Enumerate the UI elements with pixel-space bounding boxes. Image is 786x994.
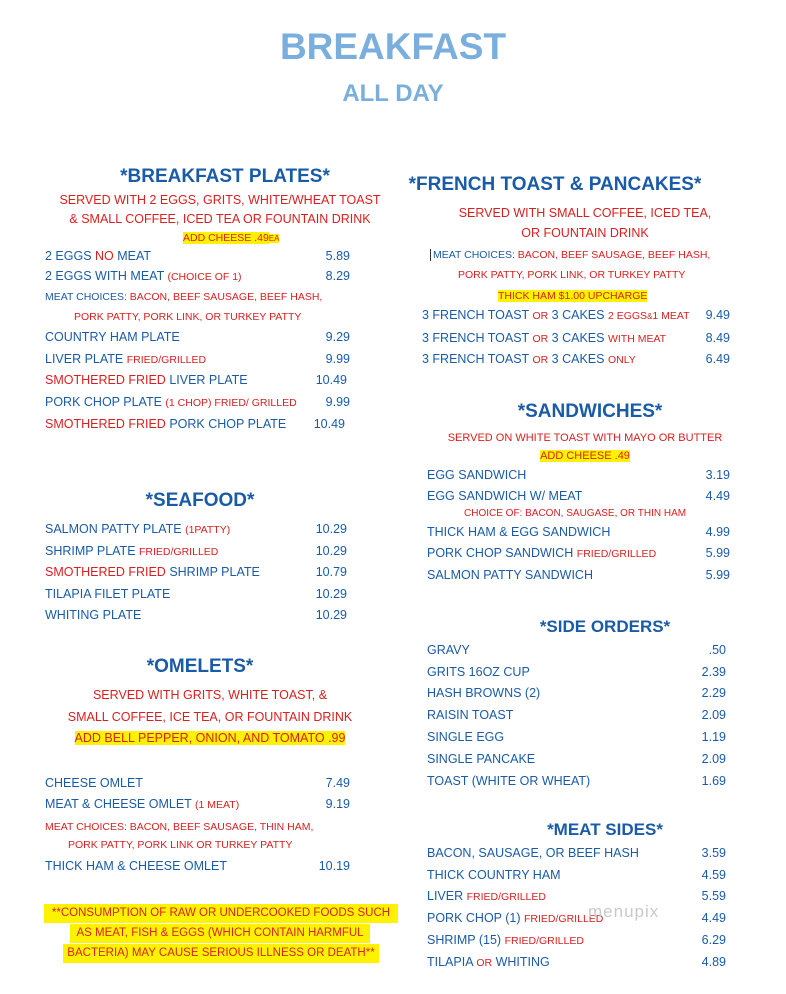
add-cheese-badge: ADD CHEESE .49: [540, 450, 630, 462]
menu-item-price: 5.99: [705, 568, 730, 582]
menu-item-name: PORK CHOP PLATE (1 CHOP) FRIED/ GRILLED: [45, 395, 297, 409]
menu-item-name: GRITS 16OZ CUP: [427, 665, 530, 679]
menu-item-price: 10.29: [315, 544, 347, 558]
menu-item-name: GRAVY: [427, 643, 470, 657]
menu-item-price: 10.29: [315, 587, 347, 601]
french-toast-note: OR FOUNTAIN DRINK: [521, 226, 649, 240]
menu-item-price: 10.49: [315, 373, 347, 387]
menu-item-name: SALMON PATTY PLATE (1PATTY): [45, 522, 231, 536]
menu-item-price: 10.19: [318, 859, 350, 873]
menu-item-name: 3 FRENCH TOAST OR 3 CAKES ONLY: [422, 352, 636, 366]
page-title: BREAKFAST: [279, 26, 507, 67]
menu-item-price: 10.49: [313, 417, 345, 431]
sandwich-meat-choices: CHOICE OF: BACON, SAUGASE, OR THIN HAM: [464, 508, 687, 519]
menu-item-price: 3.19: [705, 468, 730, 482]
sandwiches-note: SERVED ON WHITE TOAST WITH MAYO OR BUTTER: [447, 432, 723, 444]
menu-item-price: 2.29: [701, 686, 726, 700]
watermark: menupix: [588, 902, 660, 921]
menu-item-price: 9.19: [325, 797, 350, 811]
omelets-heading: *OMELETS*: [146, 656, 254, 677]
menu-item-name: COUNTRY HAM PLATE: [45, 330, 180, 344]
menu-item-name: SHRIMP (15) FRIED/GRILLED: [427, 933, 584, 947]
food-safety-warning: AS MEAT, FISH & EGGS (WHICH CONTAIN HARMFUL: [70, 924, 370, 943]
breakfast-plates-note: SERVED WITH 2 EGGS, GRITS, WHITE/WHEAT TOAST: [59, 193, 381, 207]
menu-item-name: SINGLE PANCAKE: [427, 752, 536, 766]
menu-item-price: 6.29: [701, 933, 726, 947]
menu-item-name: 2 EGGS NO MEAT: [45, 249, 152, 263]
menu-item-name: EGG SANDWICH: [427, 468, 527, 482]
menu-item-name: CHEESE OMLET: [45, 776, 143, 790]
french-toast-heading: *FRENCH TOAST & PANCAKES*: [408, 174, 702, 195]
menu-item-name: WHITING PLATE: [45, 608, 142, 622]
menu-item-name: LIVER FRIED/GRILLED: [427, 889, 546, 903]
food-safety-warning: **CONSUMPTION OF RAW OR UNDERCOOKED FOODS SUCH: [44, 904, 398, 923]
menu-item-price: 2.39: [701, 665, 726, 679]
menu-item-price: 2.09: [701, 752, 726, 766]
meat-choices-note: MEAT CHOICES: BACON, BEEF SAUSAGE, BEEF HASH,: [45, 291, 323, 303]
menu-item-price: 10.79: [315, 565, 347, 579]
menu-item-price: 5.99: [705, 546, 730, 560]
add-cheese-text: ADD CHEESE .49: [183, 232, 269, 244]
menu-item-name: SINGLE EGG: [427, 730, 505, 744]
menu-item-name: MEAT & CHEESE OMLET (1 MEAT): [45, 797, 240, 811]
menu-item-price: 7.49: [325, 776, 350, 790]
menu-item-name: SMOTHERED FRIED LIVER PLATE: [45, 373, 248, 387]
menu-item-price: 9.29: [325, 330, 350, 344]
menu-item-price: 1.69: [701, 774, 726, 788]
menu-item-price: 8.49: [705, 331, 730, 345]
menu-item-name: PORK CHOP (1) FRIED/GRILLED: [427, 911, 604, 925]
side-orders-heading: *SIDE ORDERS*: [539, 617, 671, 636]
menu-item-price: 1.19: [701, 730, 726, 744]
meat-choices-note: MEAT CHOICES: BACON, BEEF SAUSAGE, THIN HAM,: [45, 821, 314, 833]
menu-item-price: 4.59: [701, 868, 726, 882]
menu-item-name: HASH BROWNS (2): [427, 686, 541, 700]
omelets-addon: ADD BELL PEPPER, ONION, AND TOMATO .99: [74, 731, 346, 745]
menu-item-name: THICK HAM & EGG SANDWICH: [427, 525, 611, 539]
meat-choices-note: PORK PATTY, PORK LINK OR TURKEY PATTY: [68, 839, 293, 851]
menu-item-name: SHRIMP PLATE FRIED/GRILLED: [45, 544, 219, 558]
menu-item-name: 3 FRENCH TOAST OR 3 CAKES WITH MEAT: [422, 331, 667, 345]
breakfast-plates-heading: *BREAKFAST PLATES*: [120, 166, 330, 187]
menu-item-price: 5.89: [325, 249, 350, 263]
menu-item-price: 9.49: [705, 308, 730, 322]
menu-item-name: EGG SANDWICH W/ MEAT: [427, 489, 583, 503]
menu-item-price: 4.49: [705, 489, 730, 503]
menu-item-price: 6.49: [705, 352, 730, 366]
seafood-heading: *SEAFOOD*: [145, 490, 255, 511]
add-cheese-each: EA: [268, 234, 280, 243]
sandwiches-heading: *SANDWICHES*: [517, 401, 663, 422]
menu-item-name: 2 EGGS WITH MEAT (CHOICE OF 1): [45, 269, 242, 283]
menu-item-price: 4.99: [705, 525, 730, 539]
menu-item-price: 9.99: [325, 395, 350, 409]
menu-item-name: 3 FRENCH TOAST OR 3 CAKES 2 EGGS&1 MEAT: [422, 308, 690, 322]
menu-item-price: 8.29: [325, 269, 350, 283]
page-subtitle: ALL DAY: [342, 80, 444, 107]
menu-item-price: 4.49: [701, 911, 726, 925]
menu-item-price: 5.59: [701, 889, 726, 903]
menu-item-name: TOAST (WHITE OR WHEAT): [427, 774, 591, 788]
menu-item-name: THICK COUNTRY HAM: [427, 868, 561, 882]
menu-item-price: 2.09: [701, 708, 726, 722]
menu-item-name: TILAPIA FILET PLATE: [45, 587, 171, 601]
menu-item-price: 3.59: [701, 846, 726, 860]
meat-choices-note: PORK PATTY, PORK LINK, OR TURKEY PATTY: [74, 311, 302, 323]
breakfast-plates-note: & SMALL COFFEE, ICED TEA OR FOUNTAIN DRINK: [69, 212, 371, 226]
meat-choices-note: PORK PATTY, PORK LINK, OR TURKEY PATTY: [458, 269, 686, 281]
menu-item-price: 10.29: [315, 608, 347, 622]
menu-item-name: SALMON PATTY SANDWICH: [427, 568, 593, 582]
menu-item-name: SMOTHERED FRIED SHRIMP PLATE: [45, 565, 260, 579]
thick-ham-upcharge: THICK HAM $1.00 UPCHARGE: [498, 290, 648, 302]
meat-sides-heading: *MEAT SIDES*: [547, 820, 663, 839]
add-cheese-badge: [183, 232, 279, 244]
menu-item-name: TILAPIA OR WHITING: [427, 955, 550, 969]
french-toast-note: SERVED WITH SMALL COFFEE, ICED TEA,: [458, 206, 712, 220]
meat-choices-note: MEAT CHOICES: BACON, BEEF SAUSAGE, BEEF HASH,: [430, 249, 710, 261]
menu-item-name: LIVER PLATE FRIED/GRILLED: [45, 352, 207, 366]
menu-item-price: 4.89: [701, 955, 726, 969]
omelets-note: SMALL COFFEE, ICE TEA, OR FOUNTAIN DRINK: [67, 710, 353, 724]
menu-item-price: 9.99: [325, 352, 350, 366]
omelets-note: SERVED WITH GRITS, WHITE TOAST, &: [92, 688, 328, 702]
menu-item-price: .50: [708, 643, 726, 657]
menu-item-name: BACON, SAUSAGE, OR BEEF HASH: [427, 846, 639, 860]
menu-item-name: SMOTHERED FRIED PORK CHOP PLATE: [45, 417, 287, 431]
food-safety-warning: BACTERIA) MAY CAUSE SERIOUS ILLNESS OR DEATH**: [63, 944, 379, 963]
menu-item-price: 10.29: [315, 522, 347, 536]
menu-item-name: RAISIN TOAST: [427, 708, 514, 722]
menu-item-name: PORK CHOP SANDWICH FRIED/GRILLED: [427, 546, 657, 560]
menu-item-name: THICK HAM & CHEESE OMLET: [45, 859, 227, 873]
